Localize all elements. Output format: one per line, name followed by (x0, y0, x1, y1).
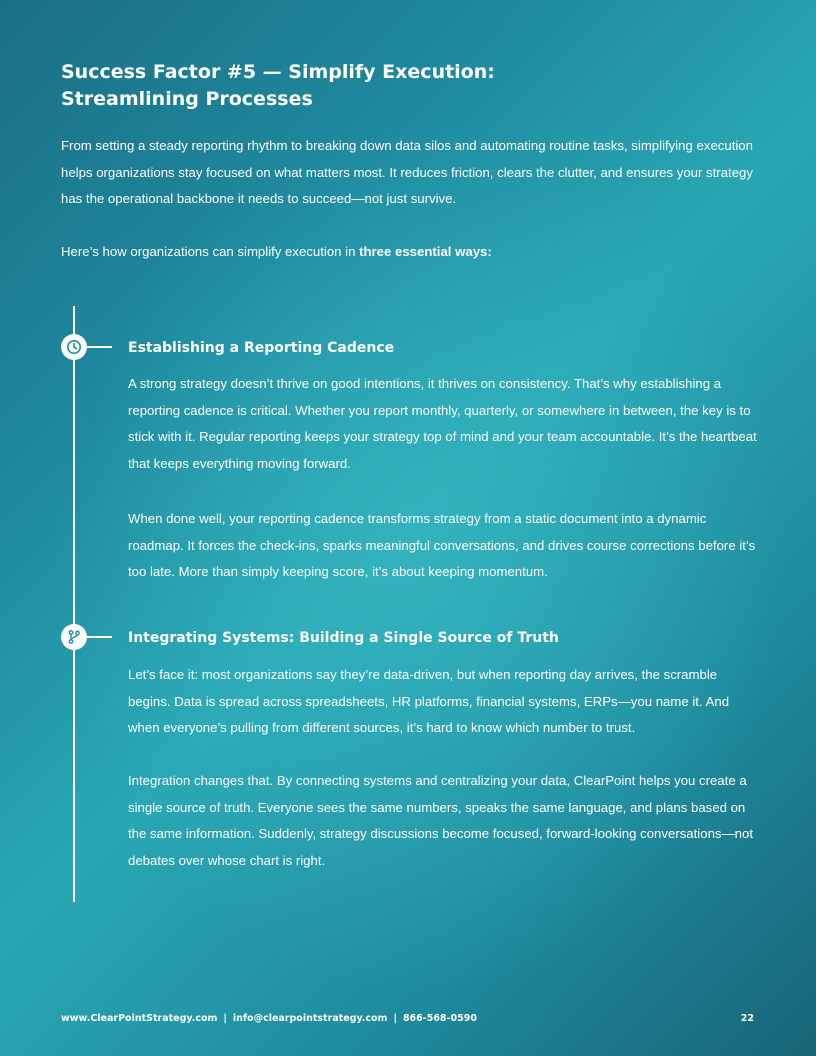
git-branch-icon (66, 629, 82, 645)
footer-website-link[interactable]: www.ClearPointStrategy.com (61, 1013, 218, 1024)
footer-separator: | (393, 1013, 397, 1024)
page-title-line-2: Streamlining Processes (61, 88, 313, 110)
timeline-line (73, 306, 75, 902)
footer-separator: | (223, 1013, 227, 1024)
lead-text: Here’s how organizations can simplify execution in (61, 244, 360, 259)
section-1-paragraph-2: When done well, your reporting cadence transforms strategy from a static document into a dynamic roadmap. It forces the check-ins, sparks meaningful conversations, and drives course corrections before it’s too late. More than simply keeping score, it’s about keeping momentum. (128, 511, 756, 579)
footer-phone: 866-568-0590 (402, 1013, 477, 1024)
page-title-line-1: Success Factor #5 — Simplify Execution: (61, 61, 495, 83)
git-branch-icon-badge (61, 624, 87, 650)
clock-icon-badge (61, 334, 87, 360)
section-heading-integrating-systems: Integrating Systems: Building a Single Source of Truth (128, 630, 559, 646)
footer-email-link[interactable]: info@clearpointstrategy.com (232, 1013, 388, 1024)
section-2-paragraph-2: Integration changes that. By connecting systems and centralizing your data, ClearPoint helps you create a single source of truth. Everyone sees the same numbers, speaks the same language, and plans based on the same information. Suddenly, strategy discussions become focused, forward-looking conversations—not debates over whose chart is right. (128, 773, 754, 868)
footer (61, 1012, 754, 1026)
section-connector (87, 346, 112, 348)
section-2-paragraph-1: Let’s face it: most organizations say they’re data-driven, but when reporting day arrives, the scramble begins. Data is spread across spreadsheets, HR platforms, financial systems, ERPs—you name it. And when everyone’s pulling from different sources, it’s hard to know which number to trust. (128, 667, 730, 735)
section-1-paragraph-1: A strong strategy doesn’t thrive on good intentions, it thrives on consistency. That’s why establishing a reporting cadence is critical. Whether you report monthly, quarterly, or somewhere in between, the key is to stick with it. Regular reporting keeps your strategy top of mind and your team accountable. It’s the heartbeat that keeps everything moving forward. (128, 376, 757, 471)
clock-icon (66, 339, 82, 355)
lead-paragraph (61, 239, 761, 266)
page-number: 22 (740, 1013, 754, 1024)
section-connector (87, 636, 112, 638)
intro-paragraph: From setting a steady reporting rhythm to breaking down data silos and automating routine tasks, simplifying execution helps organizations stay focused on what matters most. It reduces friction, clears the clutter, and ensures your strategy has the operational backbone it needs to succeed—not just survive. (61, 138, 753, 206)
lead-bold-text: three essential ways: (359, 244, 492, 259)
page-title (61, 59, 761, 113)
section-heading-reporting-cadence: Establishing a Reporting Cadence (128, 340, 395, 356)
